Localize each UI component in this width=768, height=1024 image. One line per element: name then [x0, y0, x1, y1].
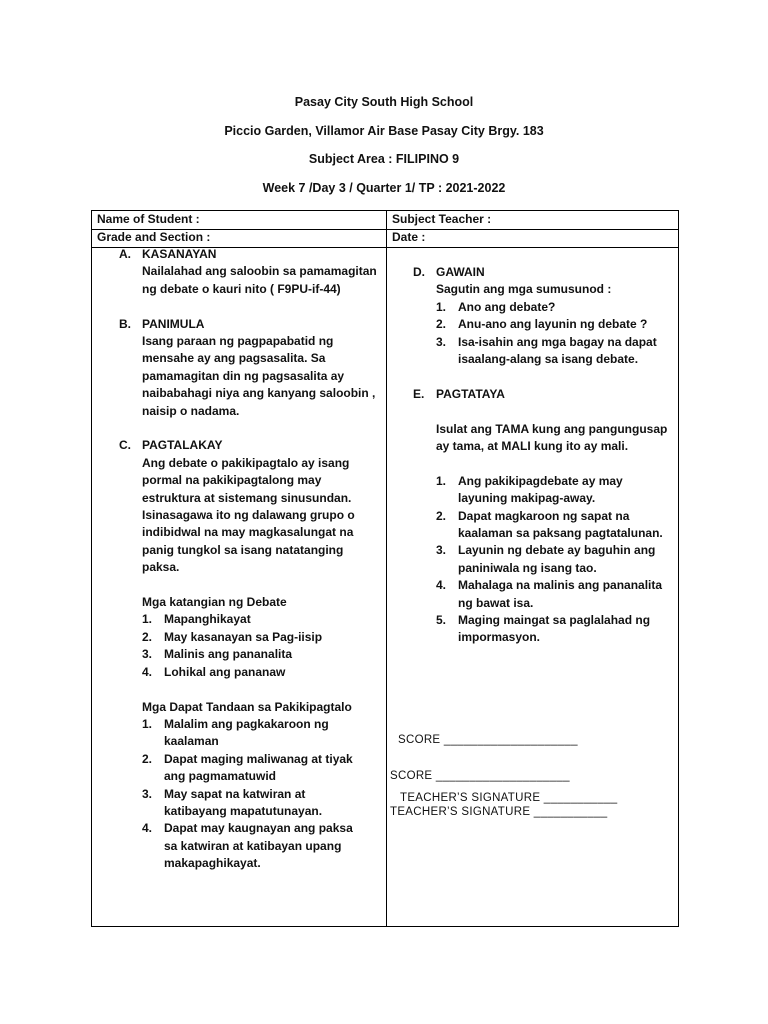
right-column: [386, 264, 678, 647]
section-letter: D.: [413, 265, 425, 279]
section-title: KASANAYAN: [142, 247, 217, 261]
list-text: makapaghikayat.: [164, 856, 261, 871]
list-text: kaalaman: [164, 734, 219, 749]
teacher-signature-line: TEACHER’S SIGNATURE ___________: [400, 792, 618, 804]
list-text: layuning makipag-away.: [458, 491, 596, 506]
worksheet-table: [91, 210, 679, 927]
list-number: 3.: [436, 334, 447, 349]
list-number: 4.: [436, 578, 447, 593]
list-number: 1.: [436, 473, 447, 488]
text-line: paksa.: [142, 560, 180, 575]
left-column: [92, 246, 386, 873]
list-item: [436, 612, 678, 647]
section-letter: E.: [413, 386, 425, 401]
list-number: 5.: [436, 613, 447, 628]
list-text: May kasanayan sa Pag-iisip: [164, 629, 323, 644]
text-line: estruktura at sistemang sinusundan.: [142, 490, 352, 505]
list-item: [436, 508, 678, 543]
section-title: PANIMULA: [142, 316, 205, 331]
list-text: May sapat na katwiran at: [164, 786, 306, 801]
list-text: katibayang mapatutunayan.: [164, 803, 323, 818]
section-title: PAGTALAKAY: [142, 438, 223, 453]
list-text: ng bawat isa.: [458, 595, 534, 610]
list-item: [142, 716, 386, 751]
text-line: Ang debate o pakikipagtalo ay isang: [142, 455, 350, 470]
list-text: Dapat maging maliwanag at tiyak: [164, 751, 353, 766]
list-text: kaalaman sa paksang pagtatalunan.: [458, 526, 663, 541]
katangian-heading: Mga katangian ng Debate: [142, 595, 287, 610]
list-text: ang pagmamatuwid: [164, 769, 277, 784]
subject-area: Subject Area : FILIPINO 9: [308, 152, 460, 166]
section-title: PAGTATAYA: [436, 386, 505, 401]
list-text: impormasyon.: [458, 630, 541, 645]
list-number: 1.: [142, 716, 153, 731]
section-panimula: [92, 316, 386, 420]
list-number: 3.: [142, 786, 153, 801]
score-line: SCORE ____________________: [390, 770, 570, 782]
text-line: mensahe ay ang pagsasalita. Sa: [142, 351, 326, 366]
list-text: Mahalaga na malinis ang pananalita: [458, 578, 663, 593]
list-text: Maging maingat sa paglalahad ng: [458, 613, 651, 628]
text-line: Nailalahad ang saloobin sa pamamagitan: [142, 264, 377, 279]
list-text: Dapat magkaroon ng sapat na: [458, 508, 630, 523]
list-text: Malinis ang pananalita: [164, 647, 293, 662]
grade-section-label: Grade and Section :: [97, 230, 211, 244]
tandaan-list: [142, 716, 386, 873]
list-text: Ang pakikipagdebate ay may: [458, 473, 623, 488]
subject-teacher-label: Subject Teacher :: [392, 212, 492, 226]
pagtataya-list: [436, 473, 678, 647]
list-item: [436, 334, 678, 369]
section-pagtataya: [386, 386, 678, 647]
list-text: Lohikal ang pananaw: [164, 664, 286, 679]
text-line: pormal na pakikipagtalong may: [142, 473, 322, 488]
list-number: 1.: [436, 299, 447, 314]
tandaan-heading: Mga Dapat Tandaan sa Pakikipagtalo: [142, 699, 352, 714]
school-address: Piccio Garden, Villamor Air Base Pasay City Brgy. 183: [224, 124, 544, 138]
list-number: 3.: [142, 647, 153, 662]
list-number: 2.: [142, 629, 153, 644]
date-label: Date :: [392, 230, 426, 244]
list-item: [436, 473, 678, 508]
section-letter: B.: [119, 316, 131, 331]
list-text: isaalang-alang sa isang debate.: [458, 352, 639, 367]
list-item: [142, 664, 386, 681]
list-item: [436, 316, 678, 333]
text-line: panig tungkol sa isang natatanging: [142, 542, 344, 557]
text-line: Sagutin ang mga sumusunod :: [436, 282, 612, 297]
text-line: indibidwal na may magkasalungat na: [142, 525, 354, 540]
text-line: ng debate o kauri nito ( F9PU-if-44): [142, 281, 341, 296]
katangian-list: [142, 611, 386, 681]
list-number: 4.: [142, 664, 153, 679]
section-gawain: [386, 264, 678, 368]
list-item: [142, 611, 386, 628]
section-kasanayan: [92, 246, 386, 298]
teacher-signature-line: TEACHER’S SIGNATURE ___________: [390, 806, 608, 818]
list-item: [436, 299, 678, 316]
section-title: GAWAIN: [436, 265, 485, 279]
list-text: Malalim ang pagkakaroon ng: [164, 716, 329, 731]
list-number: 4.: [142, 821, 153, 836]
list-text: sa katwiran at katibayan upang: [164, 838, 342, 853]
list-number: 2.: [142, 751, 153, 766]
list-item: [142, 786, 386, 821]
section-letter: C.: [119, 438, 131, 453]
list-text: Ano ang debate?: [458, 299, 556, 314]
text-line: naisip o nadama.: [142, 403, 240, 418]
section-pagtalakay: [92, 437, 386, 872]
school-name: Pasay City South High School: [294, 95, 474, 109]
list-item: [142, 629, 386, 646]
list-text: Anu-ano ang layunin ng debate ?: [458, 317, 648, 332]
section-letter: A.: [119, 247, 131, 261]
list-item: [142, 646, 386, 663]
list-number: 2.: [436, 317, 447, 332]
text-line: pamamagitan din ng pagsasalita ay: [142, 368, 345, 383]
list-text: Isa-isahin ang mga bagay na dapat: [458, 334, 657, 349]
name-of-student-label: Name of Student :: [97, 212, 200, 226]
list-item: [142, 820, 386, 872]
list-text: paniniwala ng isang tao.: [458, 560, 597, 575]
text-line: Isinasagawa ito ng dalawang grupo o: [142, 508, 355, 523]
text-line: Isang paraan ng pagpapabatid ng: [142, 334, 334, 349]
list-text: Layunin ng debate ay baguhin ang: [458, 543, 656, 558]
list-item: [436, 542, 678, 577]
text-line: naibabahagi niya ang kanyang saloobin ,: [142, 386, 376, 401]
week-info: Week 7 /Day 3 / Quarter 1/ TP : 2021-2022: [262, 181, 506, 195]
text-line: Isulat ang TAMA kung ang pangungusap: [436, 421, 668, 436]
score-line: SCORE ____________________: [398, 734, 578, 746]
list-number: 1.: [142, 612, 153, 627]
list-text: Dapat may kaugnayan ang paksa: [164, 821, 353, 836]
list-item: [436, 577, 678, 612]
list-item: [142, 751, 386, 786]
list-number: 2.: [436, 508, 447, 523]
text-line: ay tama, at MALI kung ito ay mali.: [436, 439, 629, 454]
gawain-list: [436, 299, 678, 369]
list-number: 3.: [436, 543, 447, 558]
list-text: Mapanghikayat: [164, 612, 251, 627]
